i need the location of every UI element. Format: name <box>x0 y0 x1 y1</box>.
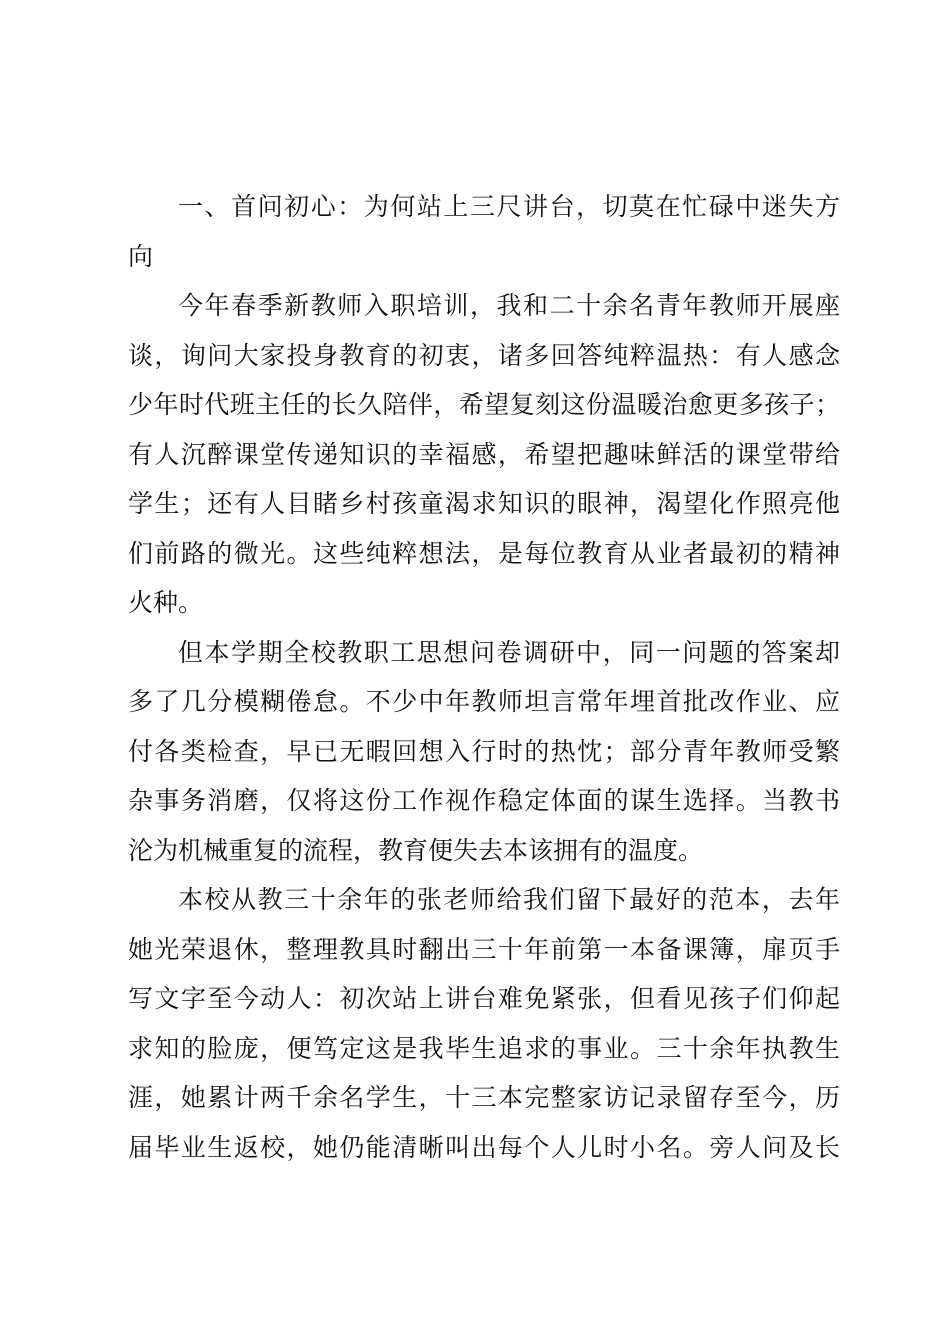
text-line: 谈，询问大家投身教育的初衷，诸多回答纯粹温热：有人感念 <box>128 340 840 370</box>
text-line: 学生；还有人目睹乡村孩童渴求知识的眼神，渴望化作照亮他 <box>128 489 840 518</box>
body-paragraph <box>128 875 840 1172</box>
text-line: 少年时代班主任的长久陪伴，希望复刻这份温暖治愈更多孩子； <box>128 390 840 419</box>
text-line: 写文字至今动人：初次站上讲台难免紧张，但看见孩子们仰起 <box>128 984 840 1013</box>
text-line: 杂事务消磨，仅将这份工作视作稳定体面的谋生选择。当教书 <box>128 786 840 815</box>
text-line: 付各类检查，早已无暇回想入行时的热忱；部分青年教师受繁 <box>128 736 840 766</box>
text-line: 向 <box>128 241 154 271</box>
text-line: 但本学期全校教职工思想问卷调研中，同一问题的答案却 <box>178 637 840 667</box>
body-paragraph <box>128 281 840 628</box>
text-line: 沦为机械重复的流程，教育便失去本该拥有的温度。 <box>128 835 704 865</box>
text-line: 涯，她累计两千余名学生，十三本完整家访记录留存至今，历 <box>128 1083 840 1112</box>
body-paragraph <box>128 628 840 876</box>
text-line: 本校从教三十余年的张老师给我们留下最好的范本，去年 <box>178 885 840 914</box>
text-line: 求知的脸庞，便笃定这是我毕生追求的事业。三十余年执教生 <box>128 1033 840 1063</box>
section-heading <box>128 182 840 281</box>
document-body <box>128 182 840 1172</box>
text-line: 她光荣退休，整理教具时翻出三十年前第一本备课簿，扉页手 <box>128 934 840 964</box>
text-line: 一、首问初心：为何站上三尺讲台，切莫在忙碌中迷失方 <box>178 192 840 221</box>
text-line: 届毕业生返校，她仍能清晰叫出每个人儿时小名。旁人问及长 <box>128 1132 840 1162</box>
text-line: 火种。 <box>128 588 204 617</box>
text-line: 们前路的微光。这些纯粹想法，是每位教育从业者最初的精神 <box>128 538 840 568</box>
text-line: 有人沉醉课堂传递知识的幸福感，希望把趣味鲜活的课堂带给 <box>128 439 840 469</box>
text-line: 多了几分模糊倦怠。不少中年教师坦言常年埋首批改作业、应 <box>128 687 840 716</box>
text-line: 今年春季新教师入职培训，我和二十余名青年教师开展座 <box>178 291 840 320</box>
